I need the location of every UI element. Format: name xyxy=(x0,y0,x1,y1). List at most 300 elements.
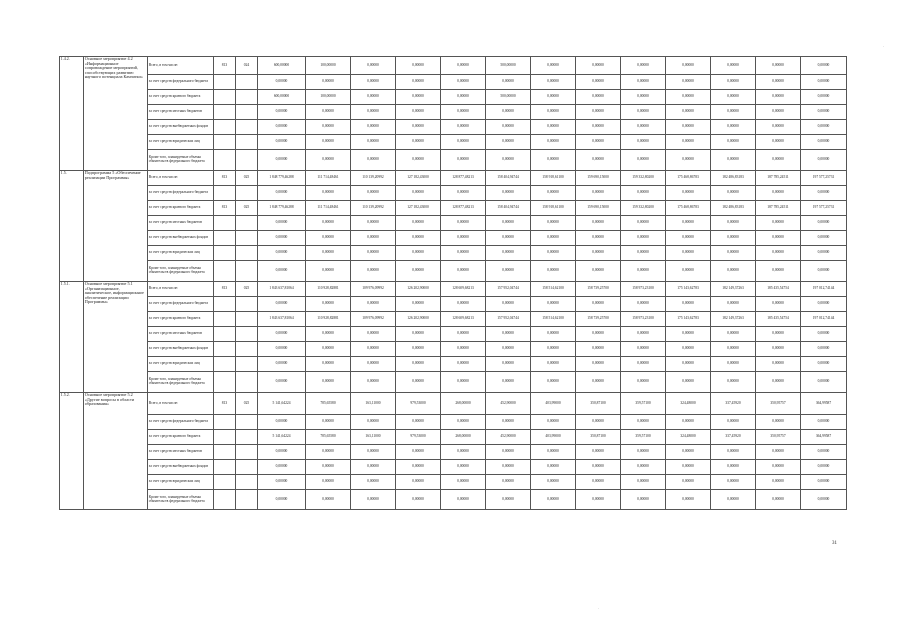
amount-cell: 0,00000 xyxy=(441,372,486,393)
amount-cell: 268,00000 xyxy=(441,430,486,445)
grbs-code xyxy=(214,216,236,231)
amount-cell: 0,00000 xyxy=(531,90,576,105)
amount-cell: 600,00000 xyxy=(258,90,306,105)
amount-cell: 0,00000 xyxy=(441,490,486,510)
amount-cell: 500,00000 xyxy=(486,57,531,75)
amount-cell: 0,00000 xyxy=(576,150,621,171)
amount-cell: 158 739,25700 xyxy=(576,282,621,297)
amount-cell: 0,00000 xyxy=(486,150,531,171)
table-row xyxy=(60,150,847,171)
amount-cell: 0,00000 xyxy=(531,415,576,430)
grbs-code xyxy=(214,415,236,430)
amount-cell: 0,00000 xyxy=(756,342,801,357)
amount-cell: 0,00000 xyxy=(441,120,486,135)
amount-cell: 0,00000 xyxy=(801,357,847,372)
amount-cell: 187 785,24511 xyxy=(756,171,801,186)
amount-cell: 0,00000 xyxy=(258,372,306,393)
amount-cell: 158 514,62100 xyxy=(531,312,576,327)
amount-cell: 126 202,90000 xyxy=(396,312,441,327)
amount-cell: 0,00000 xyxy=(531,120,576,135)
grbs-code xyxy=(214,372,236,393)
amount-cell: 0,00000 xyxy=(306,75,351,90)
amount-cell: 0,00000 xyxy=(486,135,531,150)
amount-cell: 0,00000 xyxy=(756,372,801,393)
amount-cell: 979,53000 xyxy=(396,430,441,445)
amount-cell: 175 468,86783 xyxy=(666,171,711,186)
amount-cell: 158 514,62100 xyxy=(531,282,576,297)
funding-source: за счет средств федерального бюджета xyxy=(148,297,214,312)
amount-cell: 0,00000 xyxy=(306,246,351,261)
amount-cell: 0,00000 xyxy=(306,460,351,475)
amount-cell: 0,00000 xyxy=(531,357,576,372)
amount-cell: 0,00000 xyxy=(801,105,847,120)
budget-table xyxy=(59,56,847,510)
section-subsection-code xyxy=(236,75,258,90)
amount-cell: 0,00000 xyxy=(351,475,396,490)
amount-cell: 0,00000 xyxy=(351,186,396,201)
amount-cell: 0,00000 xyxy=(531,186,576,201)
amount-cell: 0,00000 xyxy=(441,150,486,171)
funding-source: за счет средств юридических лиц xyxy=(148,357,214,372)
amount-cell: 0,00000 xyxy=(576,261,621,282)
amount-cell: 0,00000 xyxy=(756,327,801,342)
amount-cell: 0,00000 xyxy=(576,327,621,342)
amount-cell: 0,00000 xyxy=(711,186,756,201)
amount-cell: 0,00000 xyxy=(711,75,756,90)
grbs-code: 813 xyxy=(214,393,236,415)
amount-cell: 600,00000 xyxy=(258,57,306,75)
amount-cell: 0,00000 xyxy=(351,445,396,460)
amount-cell: 0,00000 xyxy=(351,261,396,282)
amount-cell: 0,00000 xyxy=(306,135,351,150)
amount-cell: 0,00000 xyxy=(441,75,486,90)
amount-cell: 0,00000 xyxy=(306,150,351,171)
amount-cell: 0,00000 xyxy=(531,216,576,231)
amount-cell: 0,00000 xyxy=(666,415,711,430)
amount-cell: 0,00000 xyxy=(621,460,666,475)
amount-cell: 0,00000 xyxy=(711,342,756,357)
amount-cell: 0,00000 xyxy=(486,475,531,490)
amount-cell: 197 577,25731 xyxy=(801,171,847,186)
amount-cell: 100,00000 xyxy=(306,57,351,75)
page-number: 31 xyxy=(832,541,837,546)
funding-source: за счет средств федерального бюджета xyxy=(148,186,214,201)
amount-cell: 0,00000 xyxy=(306,475,351,490)
amount-cell: 0,00000 xyxy=(666,490,711,510)
amount-cell: 0,00000 xyxy=(576,445,621,460)
grbs-code xyxy=(214,246,236,261)
amount-cell: 0,00000 xyxy=(756,490,801,510)
amount-cell: 350,95757 xyxy=(756,430,801,445)
amount-cell: 187 785,24511 xyxy=(756,201,801,216)
amount-cell: 0,00000 xyxy=(621,231,666,246)
amount-cell: 0,00000 xyxy=(756,460,801,475)
amount-cell: 0,00000 xyxy=(711,357,756,372)
grbs-code xyxy=(214,297,236,312)
amount-cell: 0,00000 xyxy=(711,231,756,246)
amount-cell: 0,00000 xyxy=(531,297,576,312)
amount-cell: 0,00000 xyxy=(621,297,666,312)
amount-cell: 0,00000 xyxy=(351,297,396,312)
amount-cell: 0,00000 xyxy=(396,186,441,201)
funding-source: Всего, в том числе: xyxy=(148,171,214,186)
table-row xyxy=(60,57,847,75)
amount-cell: 0,00000 xyxy=(756,135,801,150)
amount-cell: 0,00000 xyxy=(258,460,306,475)
amount-cell: 0,00000 xyxy=(621,327,666,342)
funding-source: за счет средств юридических лиц xyxy=(148,246,214,261)
amount-cell: 0,00000 xyxy=(531,150,576,171)
amount-cell: 0,00000 xyxy=(396,231,441,246)
amount-cell: 0,00000 xyxy=(801,297,847,312)
amount-cell: 0,00000 xyxy=(711,120,756,135)
grbs-code xyxy=(214,342,236,357)
section-subsection-code: 025 xyxy=(236,282,258,297)
amount-cell: 0,00000 xyxy=(396,135,441,150)
table-row xyxy=(60,445,847,460)
amount-cell: 0,00000 xyxy=(531,460,576,475)
section-subsection-code xyxy=(236,246,258,261)
section-subsection-code xyxy=(236,150,258,171)
amount-cell: 0,00000 xyxy=(801,231,847,246)
amount-cell: 111 714,48461 xyxy=(306,171,351,186)
amount-cell: 0,00000 xyxy=(396,57,441,75)
funding-source: Всего, в том числе: xyxy=(148,57,214,75)
amount-cell: 0,00000 xyxy=(576,90,621,105)
amount-cell: 0,00000 xyxy=(756,246,801,261)
grbs-code xyxy=(214,430,236,445)
amount-cell: 0,00000 xyxy=(756,261,801,282)
amount-cell: 158 918,61100 xyxy=(531,201,576,216)
section-subsection-code xyxy=(236,430,258,445)
amount-cell: 0,00000 xyxy=(711,57,756,75)
amount-cell: 0,00000 xyxy=(531,57,576,75)
amount-cell: 0,00000 xyxy=(666,475,711,490)
amount-cell: 0,00000 xyxy=(258,261,306,282)
amount-cell: 0,00000 xyxy=(576,415,621,430)
amount-cell: 159 332,80200 xyxy=(621,171,666,186)
amount-cell: 0,00000 xyxy=(531,475,576,490)
amount-cell: 0,00000 xyxy=(666,342,711,357)
amount-cell: 158 404,94744 xyxy=(486,171,531,186)
amount-cell: 0,00000 xyxy=(396,372,441,393)
funding-source: Кроме того, планируемые объемы обязательств федерального бюджета xyxy=(148,372,214,393)
amount-cell: 0,00000 xyxy=(576,216,621,231)
amount-cell: 0,00000 xyxy=(258,342,306,357)
amount-cell: 175 143,62783 xyxy=(666,312,711,327)
amount-cell: 0,00000 xyxy=(621,261,666,282)
section-subsection-code xyxy=(236,105,258,120)
amount-cell: 110 139,20992 xyxy=(351,171,396,186)
funding-source: за счет средств юридических лиц xyxy=(148,135,214,150)
amount-cell: 0,00000 xyxy=(531,372,576,393)
amount-cell: 0,00000 xyxy=(486,75,531,90)
amount-cell: 0,00000 xyxy=(666,231,711,246)
amount-cell: 0,00000 xyxy=(576,105,621,120)
funding-source: за счет средств местных бюджетов xyxy=(148,445,214,460)
amount-cell: 268,00000 xyxy=(441,393,486,415)
amount-cell: 163,11000 xyxy=(351,393,396,415)
amount-cell: 0,00000 xyxy=(351,342,396,357)
amount-cell: 0,00000 xyxy=(306,216,351,231)
amount-cell: 0,00000 xyxy=(666,186,711,201)
amount-cell: 0,00000 xyxy=(576,475,621,490)
grbs-code xyxy=(214,475,236,490)
amount-cell: 0,00000 xyxy=(306,342,351,357)
amount-cell: 0,00000 xyxy=(621,150,666,171)
amount-cell: 0,00000 xyxy=(801,120,847,135)
amount-cell: 0,00000 xyxy=(351,135,396,150)
amount-cell: 0,00000 xyxy=(441,460,486,475)
amount-cell: 0,00000 xyxy=(621,372,666,393)
amount-cell: 0,00000 xyxy=(351,216,396,231)
amount-cell: 0,00000 xyxy=(756,57,801,75)
amount-cell: 0,00000 xyxy=(576,135,621,150)
funding-source: за счет средств краевого бюджета xyxy=(148,312,214,327)
amount-cell: 0,00000 xyxy=(801,342,847,357)
amount-cell: 0,00000 xyxy=(756,120,801,135)
amount-cell: 0,00000 xyxy=(756,186,801,201)
table-row xyxy=(60,135,847,150)
amount-cell: 0,00000 xyxy=(306,297,351,312)
amount-cell: 0,00000 xyxy=(531,490,576,510)
amount-cell: 0,00000 xyxy=(441,327,486,342)
amount-cell: 1 848 779,46288 xyxy=(258,171,306,186)
amount-cell: 0,00000 xyxy=(621,120,666,135)
amount-cell: 350,87100 xyxy=(576,393,621,415)
funding-source: за счет средств местных бюджетов xyxy=(148,105,214,120)
amount-cell: 0,00000 xyxy=(801,327,847,342)
table-row xyxy=(60,186,847,201)
amount-cell: 0,00000 xyxy=(756,475,801,490)
grbs-code: 813 xyxy=(214,57,236,75)
amount-cell: 0,00000 xyxy=(396,297,441,312)
amount-cell: 0,00000 xyxy=(258,297,306,312)
amount-cell: 0,00000 xyxy=(441,231,486,246)
section-code: 1.4.2. xyxy=(60,57,84,171)
amount-cell: 1 843 637,81064 xyxy=(258,282,306,297)
amount-cell: 159 690,15000 xyxy=(576,201,621,216)
section-name: Основное мероприятие 5.1 «Организационное, аналитическое, информационное обеспечение реализации Программы» xyxy=(84,282,148,393)
amount-cell: 5 141,64224 xyxy=(258,393,306,415)
section-subsection-code xyxy=(236,327,258,342)
amount-cell: 0,00000 xyxy=(396,327,441,342)
amount-cell: 0,00000 xyxy=(258,327,306,342)
amount-cell: 324,48000 xyxy=(666,393,711,415)
amount-cell: 0,00000 xyxy=(351,231,396,246)
amount-cell: 0,00000 xyxy=(621,490,666,510)
amount-cell: 0,00000 xyxy=(258,186,306,201)
amount-cell: 0,00000 xyxy=(666,216,711,231)
amount-cell: 127 182,43000 xyxy=(396,171,441,186)
grbs-code xyxy=(214,261,236,282)
amount-cell: 0,00000 xyxy=(258,415,306,430)
amount-cell: 158 973,23100 xyxy=(621,312,666,327)
amount-cell: 0,00000 xyxy=(711,135,756,150)
amount-cell: 0,00000 xyxy=(441,105,486,120)
section-subsection-code xyxy=(236,120,258,135)
amount-cell: 364,99587 xyxy=(801,430,847,445)
section-subsection-code xyxy=(236,490,258,510)
amount-cell: 0,00000 xyxy=(531,327,576,342)
amount-cell: 0,00000 xyxy=(756,445,801,460)
funding-source: за счет средств краевого бюджета xyxy=(148,201,214,216)
amount-cell: 0,00000 xyxy=(396,460,441,475)
amount-cell: 0,00000 xyxy=(396,150,441,171)
grbs-code: 813 xyxy=(214,201,236,216)
amount-cell: 0,00000 xyxy=(396,445,441,460)
amount-cell: 0,00000 xyxy=(801,75,847,90)
section-subsection-code xyxy=(236,261,258,282)
amount-cell: 0,00000 xyxy=(801,490,847,510)
amount-cell: 0,00000 xyxy=(258,216,306,231)
scan-dot: · xyxy=(598,606,600,611)
amount-cell: 0,00000 xyxy=(531,246,576,261)
amount-cell: 0,00000 xyxy=(756,150,801,171)
amount-cell: 0,00000 xyxy=(666,57,711,75)
amount-cell: 0,00000 xyxy=(486,445,531,460)
grbs-code xyxy=(214,490,236,510)
amount-cell: 0,00000 xyxy=(711,327,756,342)
amount-cell: 0,00000 xyxy=(576,297,621,312)
amount-cell: 0,00000 xyxy=(258,490,306,510)
section-subsection-code xyxy=(236,135,258,150)
amount-cell: 0,00000 xyxy=(306,415,351,430)
amount-cell: 100,00000 xyxy=(306,90,351,105)
amount-cell: 0,00000 xyxy=(801,150,847,171)
amount-cell: 0,00000 xyxy=(756,357,801,372)
amount-cell: 0,00000 xyxy=(441,186,486,201)
amount-cell: 337,45920 xyxy=(711,430,756,445)
amount-cell: 0,00000 xyxy=(711,297,756,312)
amount-cell: 0,00000 xyxy=(531,261,576,282)
scan-dot: · xyxy=(883,44,885,49)
amount-cell: 0,00000 xyxy=(801,475,847,490)
amount-cell: 0,00000 xyxy=(621,135,666,150)
section-name: Основное мероприятие 4.2 «Информационное сопровождение мероприятий, способствующих развитию научного потенциала Камчатки» xyxy=(84,57,148,171)
amount-cell: 126 202,90000 xyxy=(396,282,441,297)
grbs-code xyxy=(214,312,236,327)
amount-cell: 110 928,82881 xyxy=(306,312,351,327)
amount-cell: 0,00000 xyxy=(351,357,396,372)
section-subsection-code xyxy=(236,460,258,475)
table-row xyxy=(60,430,847,445)
table-row xyxy=(60,327,847,342)
amount-cell: 0,00000 xyxy=(756,90,801,105)
section-subsection-code xyxy=(236,297,258,312)
amount-cell: 1 848 779,46288 xyxy=(258,201,306,216)
amount-cell: 0,00000 xyxy=(441,135,486,150)
amount-cell: 0,00000 xyxy=(801,415,847,430)
amount-cell: 128 877,48213 xyxy=(441,171,486,186)
amount-cell: 0,00000 xyxy=(351,105,396,120)
funding-source: Всего, в том числе: xyxy=(148,282,214,297)
amount-cell: 0,00000 xyxy=(576,57,621,75)
funding-source: Всего, в том числе: xyxy=(148,393,214,415)
table-row xyxy=(60,372,847,393)
amount-cell: 350,95757 xyxy=(756,393,801,415)
section-name: Основное мероприятие 5.2 «Другие вопросы в области образования» xyxy=(84,393,148,510)
grbs-code xyxy=(214,120,236,135)
amount-cell: 0,00000 xyxy=(441,216,486,231)
table-row xyxy=(60,342,847,357)
table-row xyxy=(60,216,847,231)
amount-cell: 337,45920 xyxy=(711,393,756,415)
amount-cell: 0,00000 xyxy=(258,231,306,246)
amount-cell: 0,00000 xyxy=(801,90,847,105)
amount-cell: 0,00000 xyxy=(396,415,441,430)
amount-cell: 0,00000 xyxy=(396,120,441,135)
amount-cell: 163,11000 xyxy=(351,430,396,445)
amount-cell: 0,00000 xyxy=(351,57,396,75)
amount-cell: 0,00000 xyxy=(396,216,441,231)
amount-cell: 0,00000 xyxy=(351,415,396,430)
amount-cell: 182 149,37263 xyxy=(711,282,756,297)
amount-cell: 0,00000 xyxy=(531,231,576,246)
grbs-code xyxy=(214,150,236,171)
amount-cell: 0,00000 xyxy=(711,475,756,490)
funding-source: за счет средств внебюджетных фондов xyxy=(148,460,214,475)
amount-cell: 158 973,23100 xyxy=(621,282,666,297)
amount-cell: 0,00000 xyxy=(531,342,576,357)
funding-source: за счет средств краевого бюджета xyxy=(148,90,214,105)
amount-cell: 0,00000 xyxy=(801,186,847,201)
section-subsection-code xyxy=(236,475,258,490)
section-code: 1.5.1. xyxy=(60,282,84,393)
amount-cell: 128 609,68213 xyxy=(441,312,486,327)
section-subsection-code xyxy=(236,372,258,393)
amount-cell: 0,00000 xyxy=(486,357,531,372)
amount-cell: 0,00000 xyxy=(486,120,531,135)
amount-cell: 185 435,54754 xyxy=(756,312,801,327)
amount-cell: 197 012,74144 xyxy=(801,312,847,327)
amount-cell: 0,00000 xyxy=(258,105,306,120)
amount-cell: 157 952,04744 xyxy=(486,312,531,327)
amount-cell: 0,00000 xyxy=(621,57,666,75)
amount-cell: 0,00000 xyxy=(801,445,847,460)
amount-cell: 0,00000 xyxy=(306,261,351,282)
amount-cell: 0,00000 xyxy=(666,460,711,475)
section-subsection-code: 025 xyxy=(236,171,258,186)
amount-cell: 182 486,83183 xyxy=(711,171,756,186)
grbs-code xyxy=(214,75,236,90)
amount-cell: 0,00000 xyxy=(531,75,576,90)
table-row xyxy=(60,120,847,135)
table-row xyxy=(60,475,847,490)
amount-cell: 0,00000 xyxy=(666,120,711,135)
amount-cell: 0,00000 xyxy=(711,460,756,475)
amount-cell: 128 877,48213 xyxy=(441,201,486,216)
amount-cell: 0,00000 xyxy=(351,150,396,171)
funding-source: за счет средств местных бюджетов xyxy=(148,216,214,231)
table-row xyxy=(60,393,847,415)
amount-cell: 0,00000 xyxy=(666,261,711,282)
amount-cell: 0,00000 xyxy=(441,90,486,105)
amount-cell: 175 143,62783 xyxy=(666,282,711,297)
amount-cell: 0,00000 xyxy=(396,90,441,105)
amount-cell: 0,00000 xyxy=(351,327,396,342)
amount-cell: 0,00000 xyxy=(576,75,621,90)
amount-cell: 0,00000 xyxy=(711,105,756,120)
funding-source: Кроме того, планируемые объемы обязательств федерального бюджета xyxy=(148,261,214,282)
table-row xyxy=(60,282,847,297)
table-row xyxy=(60,357,847,372)
amount-cell: 175 468,86783 xyxy=(666,201,711,216)
amount-cell: 0,00000 xyxy=(801,216,847,231)
funding-source: за счет средств местных бюджетов xyxy=(148,327,214,342)
amount-cell: 0,00000 xyxy=(711,261,756,282)
section-subsection-code xyxy=(236,186,258,201)
